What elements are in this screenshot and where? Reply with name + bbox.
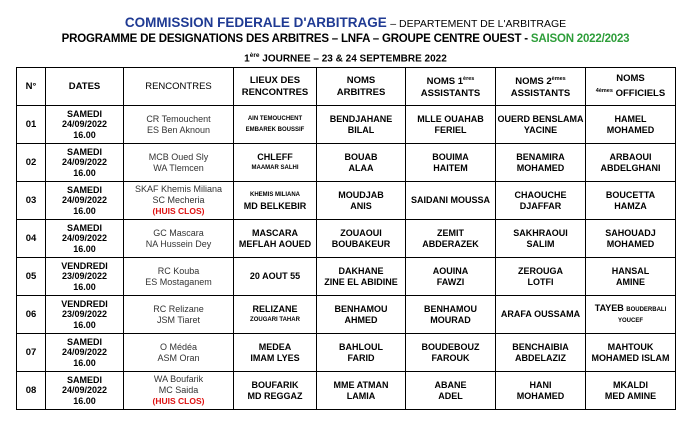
assistant-2-name-1: ARAFA OUSSAMA <box>500 309 581 319</box>
referee <box>317 258 406 296</box>
row-number: 02 <box>17 144 46 182</box>
assistant-2-name-1: SAKHRAOUI <box>513 227 568 238</box>
match-date-value: 24/09/2022 <box>61 195 108 206</box>
referee-name-1: BENHAMOU <box>334 303 388 314</box>
journee-number: 1 <box>244 53 250 65</box>
match-day: SAMEDI <box>66 108 102 119</box>
match-time: 16.00 <box>73 205 96 216</box>
match-date <box>46 182 124 220</box>
assistant-1 <box>406 182 496 220</box>
table-row <box>17 296 676 334</box>
assistant-1 <box>406 258 496 296</box>
fourth-official <box>586 296 676 334</box>
official-name-1: ARBAOUI <box>609 151 652 162</box>
match-time: 16.00 <box>73 243 96 254</box>
away-team: NA Hussein Dey <box>145 238 212 249</box>
match-venue <box>234 372 317 410</box>
officiel-name-extra: BOUDERBALI <box>626 306 667 313</box>
assistant-1-name-1: BOUIMA <box>432 151 469 162</box>
away-team: WA Tlemcen <box>153 162 204 173</box>
match-date <box>46 296 124 334</box>
match-teams <box>124 106 234 144</box>
match-teams <box>124 144 234 182</box>
fourth-official <box>586 372 676 410</box>
assistant-1-name-1: SAIDANI MOUSSA <box>410 195 490 205</box>
match-date-value: 24/09/2022 <box>61 119 108 130</box>
venue-stadium: ZOUGARI TAHAR <box>250 316 300 323</box>
referee <box>317 144 406 182</box>
col-header-lieux-line1: LIEUX DES <box>249 74 301 86</box>
col-header-assist2 <box>496 68 586 106</box>
match-teams <box>124 182 234 220</box>
match-venue <box>234 144 317 182</box>
referee-name-1: BENDJAHANE <box>329 113 393 124</box>
referee-name-2: ALAA <box>348 162 374 173</box>
col-header-arbitres-line1: NOMS <box>346 74 376 86</box>
match-time: 16.00 <box>73 357 96 368</box>
col-header-num: N° <box>17 68 46 106</box>
col-header-lieux <box>234 68 317 106</box>
assistant-2-name-1: HANI <box>529 379 552 390</box>
assistant-2 <box>496 258 586 296</box>
match-teams <box>124 372 234 410</box>
assistant-1 <box>406 372 496 410</box>
col-header-officiels-sup: 4èmes <box>595 87 613 94</box>
assistant-2-name-1: ZEROUGA <box>518 265 563 276</box>
official-name-1: HAMEL <box>614 113 647 124</box>
match-time: 16.00 <box>73 129 96 140</box>
programme-title: PROGRAMME DE DESIGNATIONS DES ARBITRES – LNFA – GROUPE CENTRE OUEST - <box>61 33 531 45</box>
assistant-2-name-1: OUERD BENSLAMA <box>497 113 584 124</box>
col-header-rencontres: RENCONTRES <box>124 68 234 106</box>
referee-name-1: BAHLOUL <box>339 341 383 352</box>
assistant-2 <box>496 182 586 220</box>
table-row <box>17 372 676 410</box>
match-date-value: 24/09/2022 <box>61 347 108 358</box>
assistant-1-name-2: FAROUK <box>431 352 470 363</box>
venue-city: AIN TEMOUCHENT <box>247 115 303 122</box>
away-team: MC Saida <box>158 385 199 395</box>
row-number: 03 <box>17 182 46 220</box>
assistant-1 <box>406 296 496 334</box>
venue-stadium: EMBAREK BOUSSIF <box>245 126 305 133</box>
referee <box>317 296 406 334</box>
venue-city: KHEMIS MILIANA <box>250 191 300 198</box>
assistant-1 <box>406 220 496 258</box>
match-teams <box>124 220 234 258</box>
home-team: RC Kouba <box>157 265 200 276</box>
venue-stadium: IMAM LYES <box>250 352 300 363</box>
referee <box>317 334 406 372</box>
venue-city: CHLEFF <box>257 151 293 162</box>
assistant-2 <box>496 372 586 410</box>
assistant-1-name-1: ZEMIT <box>437 227 464 238</box>
col-header-arbitres-line2: ARBITRES <box>336 86 386 98</box>
assistant-2-name-2: MOHAMED <box>516 162 565 173</box>
assistant-1-name-1: MLLE OUAHAB <box>417 113 484 124</box>
designations-table <box>16 67 676 410</box>
match-date-value: 23/09/2022 <box>61 271 108 282</box>
fourth-official <box>586 106 676 144</box>
match-date-value: 23/09/2022 <box>61 309 108 320</box>
referee <box>317 182 406 220</box>
away-team: ASM Oran <box>157 352 200 363</box>
home-team: RC Relizane <box>153 303 204 314</box>
journee-header <box>0 52 691 64</box>
assistant-1-name-2: MOURAD <box>430 314 471 325</box>
match-day: SAMEDI <box>66 374 102 385</box>
home-team: SKAF Khemis Miliana <box>134 184 223 194</box>
col-header-assist1-line1: NOMS 1 <box>426 76 464 88</box>
table-row <box>17 258 676 296</box>
assistant-1-name-1: AOUINA <box>432 265 469 276</box>
official-name-1: MAHTOUK <box>607 341 654 352</box>
assistant-2-name-1: BENAMIRA <box>516 151 565 162</box>
row-number: 07 <box>17 334 46 372</box>
col-header-officiels <box>586 68 676 106</box>
match-date <box>46 220 124 258</box>
assistant-1-name-1: BOUDEBOUZ <box>421 341 480 352</box>
match-day: SAMEDI <box>66 184 102 195</box>
table-header-row <box>17 68 676 106</box>
referee-name-2: FARID <box>347 352 375 363</box>
fourth-official <box>586 334 676 372</box>
match-date <box>46 372 124 410</box>
venue-city: BOUFARIK <box>251 379 299 390</box>
venue-city: 20 AOUT 55 <box>249 271 301 281</box>
fourth-official <box>586 258 676 296</box>
match-time: 16.00 <box>73 395 96 406</box>
row-number: 06 <box>17 296 46 334</box>
col-header-assist2-line1: NOMS 2 <box>515 76 552 88</box>
away-team: ES Mostaganem <box>145 276 212 287</box>
referee-name-1: DAKHANE <box>338 265 384 276</box>
official-name-2: MOHAMED ISLAM <box>591 352 670 363</box>
col-header-assist2-line2: ASSISTANTS <box>510 88 571 100</box>
row-number: 05 <box>17 258 46 296</box>
assistant-2-name-2: SALIM <box>526 238 555 249</box>
assistant-1-name-1: BENHAMOU <box>424 303 477 314</box>
official-name-1: HANSAL <box>611 265 650 276</box>
programme-header <box>0 33 691 45</box>
assistant-2-name-1: CHAOUCHE <box>514 189 567 200</box>
match-date <box>46 144 124 182</box>
official-name-1: SAHOUADJ <box>605 227 656 238</box>
huis-clos-label: (HUIS CLOS) <box>152 396 205 406</box>
home-team: GC Mascara <box>153 227 204 238</box>
match-day: SAMEDI <box>66 146 102 157</box>
assistant-2 <box>496 334 586 372</box>
match-date-value: 24/09/2022 <box>61 157 108 168</box>
referee-name-2: ZINE EL ABIDINE <box>324 276 398 287</box>
col-header-assist2-sup: èmes <box>551 75 566 82</box>
venue-city: MASCARA <box>252 227 298 238</box>
assistant-1-name-1: ABANE <box>434 379 467 390</box>
col-header-officiels-line1: NOMS <box>616 72 645 84</box>
referee-name-1: MME ATMAN <box>333 379 389 390</box>
departement-label: – DEPARTEMENT DE L'ARBITRAGE <box>390 18 567 30</box>
official-name-2: MED AMINE <box>604 390 657 401</box>
season-label: SAISON 2022/2023 <box>530 33 630 45</box>
assistant-1-name-2: FAWZI <box>436 276 465 287</box>
match-day: SAMEDI <box>66 222 102 233</box>
assistant-1-name-2: ADEL <box>438 390 463 401</box>
match-teams <box>124 334 234 372</box>
col-header-dates: DATES <box>46 68 124 106</box>
assistant-2-name-2: MOHAMED <box>516 390 565 401</box>
assistant-2-name-2: DJAFFAR <box>519 200 562 211</box>
commission-title: COMMISSION FEDERALE D'ARBITRAGE <box>124 15 387 30</box>
referee <box>317 106 406 144</box>
assistant-2-name-2: YACINE <box>523 124 558 135</box>
assistant-2-name-2: LOTFI <box>527 276 554 287</box>
referee <box>317 220 406 258</box>
commission-header <box>0 15 691 30</box>
col-header-assist1 <box>406 68 496 106</box>
referee-name-1: ZOUAOUI <box>340 227 382 238</box>
table-row <box>17 182 676 220</box>
venue-stadium: MAAMAR SALHI <box>251 164 299 171</box>
venue-city: MEDEA <box>258 341 292 352</box>
assistant-2 <box>496 296 586 334</box>
away-team: ES Ben Aknoun <box>146 124 211 135</box>
referee-name-1: MOUDJAB <box>338 189 384 200</box>
referee-name-2: LAMIA <box>346 390 376 401</box>
home-team: CR Temouchent <box>146 113 211 124</box>
match-date-value: 24/09/2022 <box>61 233 108 244</box>
col-header-arbitres <box>317 68 406 106</box>
match-venue <box>234 334 317 372</box>
venue-stadium: MEFLAH AOUED <box>238 238 312 249</box>
match-venue <box>234 258 317 296</box>
journee-label: JOURNEE – 23 & 24 SEPTEMBRE 2022 <box>259 53 447 65</box>
huis-clos-label: (HUIS CLOS) <box>152 206 205 216</box>
match-date <box>46 334 124 372</box>
assistant-2-name-1: BENCHAIBIA <box>512 341 569 352</box>
match-date <box>46 106 124 144</box>
assistant-1-name-2: HAITEM <box>433 162 468 173</box>
assistant-1 <box>406 106 496 144</box>
referee <box>317 372 406 410</box>
match-day: VENDREDI <box>61 260 108 271</box>
official-name-2: ABDELGHANI <box>600 162 661 173</box>
home-team: O Médéa <box>159 341 198 352</box>
match-date-value: 24/09/2022 <box>61 385 108 396</box>
fourth-official <box>586 144 676 182</box>
assistant-2 <box>496 106 586 144</box>
match-time: 16.00 <box>73 281 96 292</box>
venue-stadium: MD BELKEBIR <box>243 200 307 211</box>
official-name-1: TAYEB <box>594 302 624 313</box>
row-number: 01 <box>17 106 46 144</box>
match-venue <box>234 296 317 334</box>
referee-name-2: BOUBAKEUR <box>331 238 391 249</box>
fourth-official <box>586 220 676 258</box>
row-number: 08 <box>17 372 46 410</box>
journee-sup: ère <box>249 52 260 59</box>
away-team: SC Mecheria <box>152 195 205 205</box>
home-team: MCB Oued Sly <box>148 151 209 162</box>
col-header-lieux-line2: RENCONTRES <box>241 86 309 98</box>
match-venue <box>234 106 317 144</box>
match-day: VENDREDI <box>61 298 108 309</box>
home-team: WA Boufarik <box>153 374 204 384</box>
official-name-2: MOHAMED <box>606 238 655 249</box>
official-name-2: YOUCEF <box>617 317 643 324</box>
row-number: 04 <box>17 220 46 258</box>
assistant-1 <box>406 334 496 372</box>
official-name-2: MOHAMED <box>606 124 655 135</box>
away-team: JSM Tiaret <box>156 314 200 325</box>
fourth-official <box>586 182 676 220</box>
official-name-2: HAMZA <box>614 200 647 211</box>
venue-stadium: MD REGGAZ <box>247 390 303 401</box>
referee-name-2: ANIS <box>350 200 372 211</box>
col-header-officiels-line2: OFFICIELS <box>615 88 666 100</box>
match-teams <box>124 258 234 296</box>
match-time: 16.00 <box>73 319 96 330</box>
match-date <box>46 258 124 296</box>
referee-name-2: AHMED <box>344 314 378 325</box>
col-header-assist1-line2: ASSISTANTS <box>420 88 481 100</box>
match-venue <box>234 182 317 220</box>
col-header-assist1-sup: ères <box>463 75 475 82</box>
table-row <box>17 106 676 144</box>
assistant-2 <box>496 220 586 258</box>
match-venue <box>234 220 317 258</box>
table-row <box>17 144 676 182</box>
table-row <box>17 220 676 258</box>
table-row <box>17 334 676 372</box>
match-time: 16.00 <box>73 167 96 178</box>
assistant-2 <box>496 144 586 182</box>
match-teams <box>124 296 234 334</box>
assistant-1-name-2: ABDERAZEK <box>422 238 479 249</box>
assistant-1-name-2: FERIEL <box>434 124 467 135</box>
referee-name-1: BOUAB <box>344 151 378 162</box>
venue-city: RELIZANE <box>252 303 298 314</box>
official-name-1: BOUCETTA <box>605 189 656 200</box>
referee-name-2: BILAL <box>347 124 375 135</box>
assistant-1 <box>406 144 496 182</box>
assistant-2-name-2: ABDELAZIZ <box>515 352 566 363</box>
official-name-1: MKALDI <box>613 379 648 390</box>
match-day: SAMEDI <box>66 336 102 347</box>
official-name-2: AMINE <box>616 276 645 287</box>
